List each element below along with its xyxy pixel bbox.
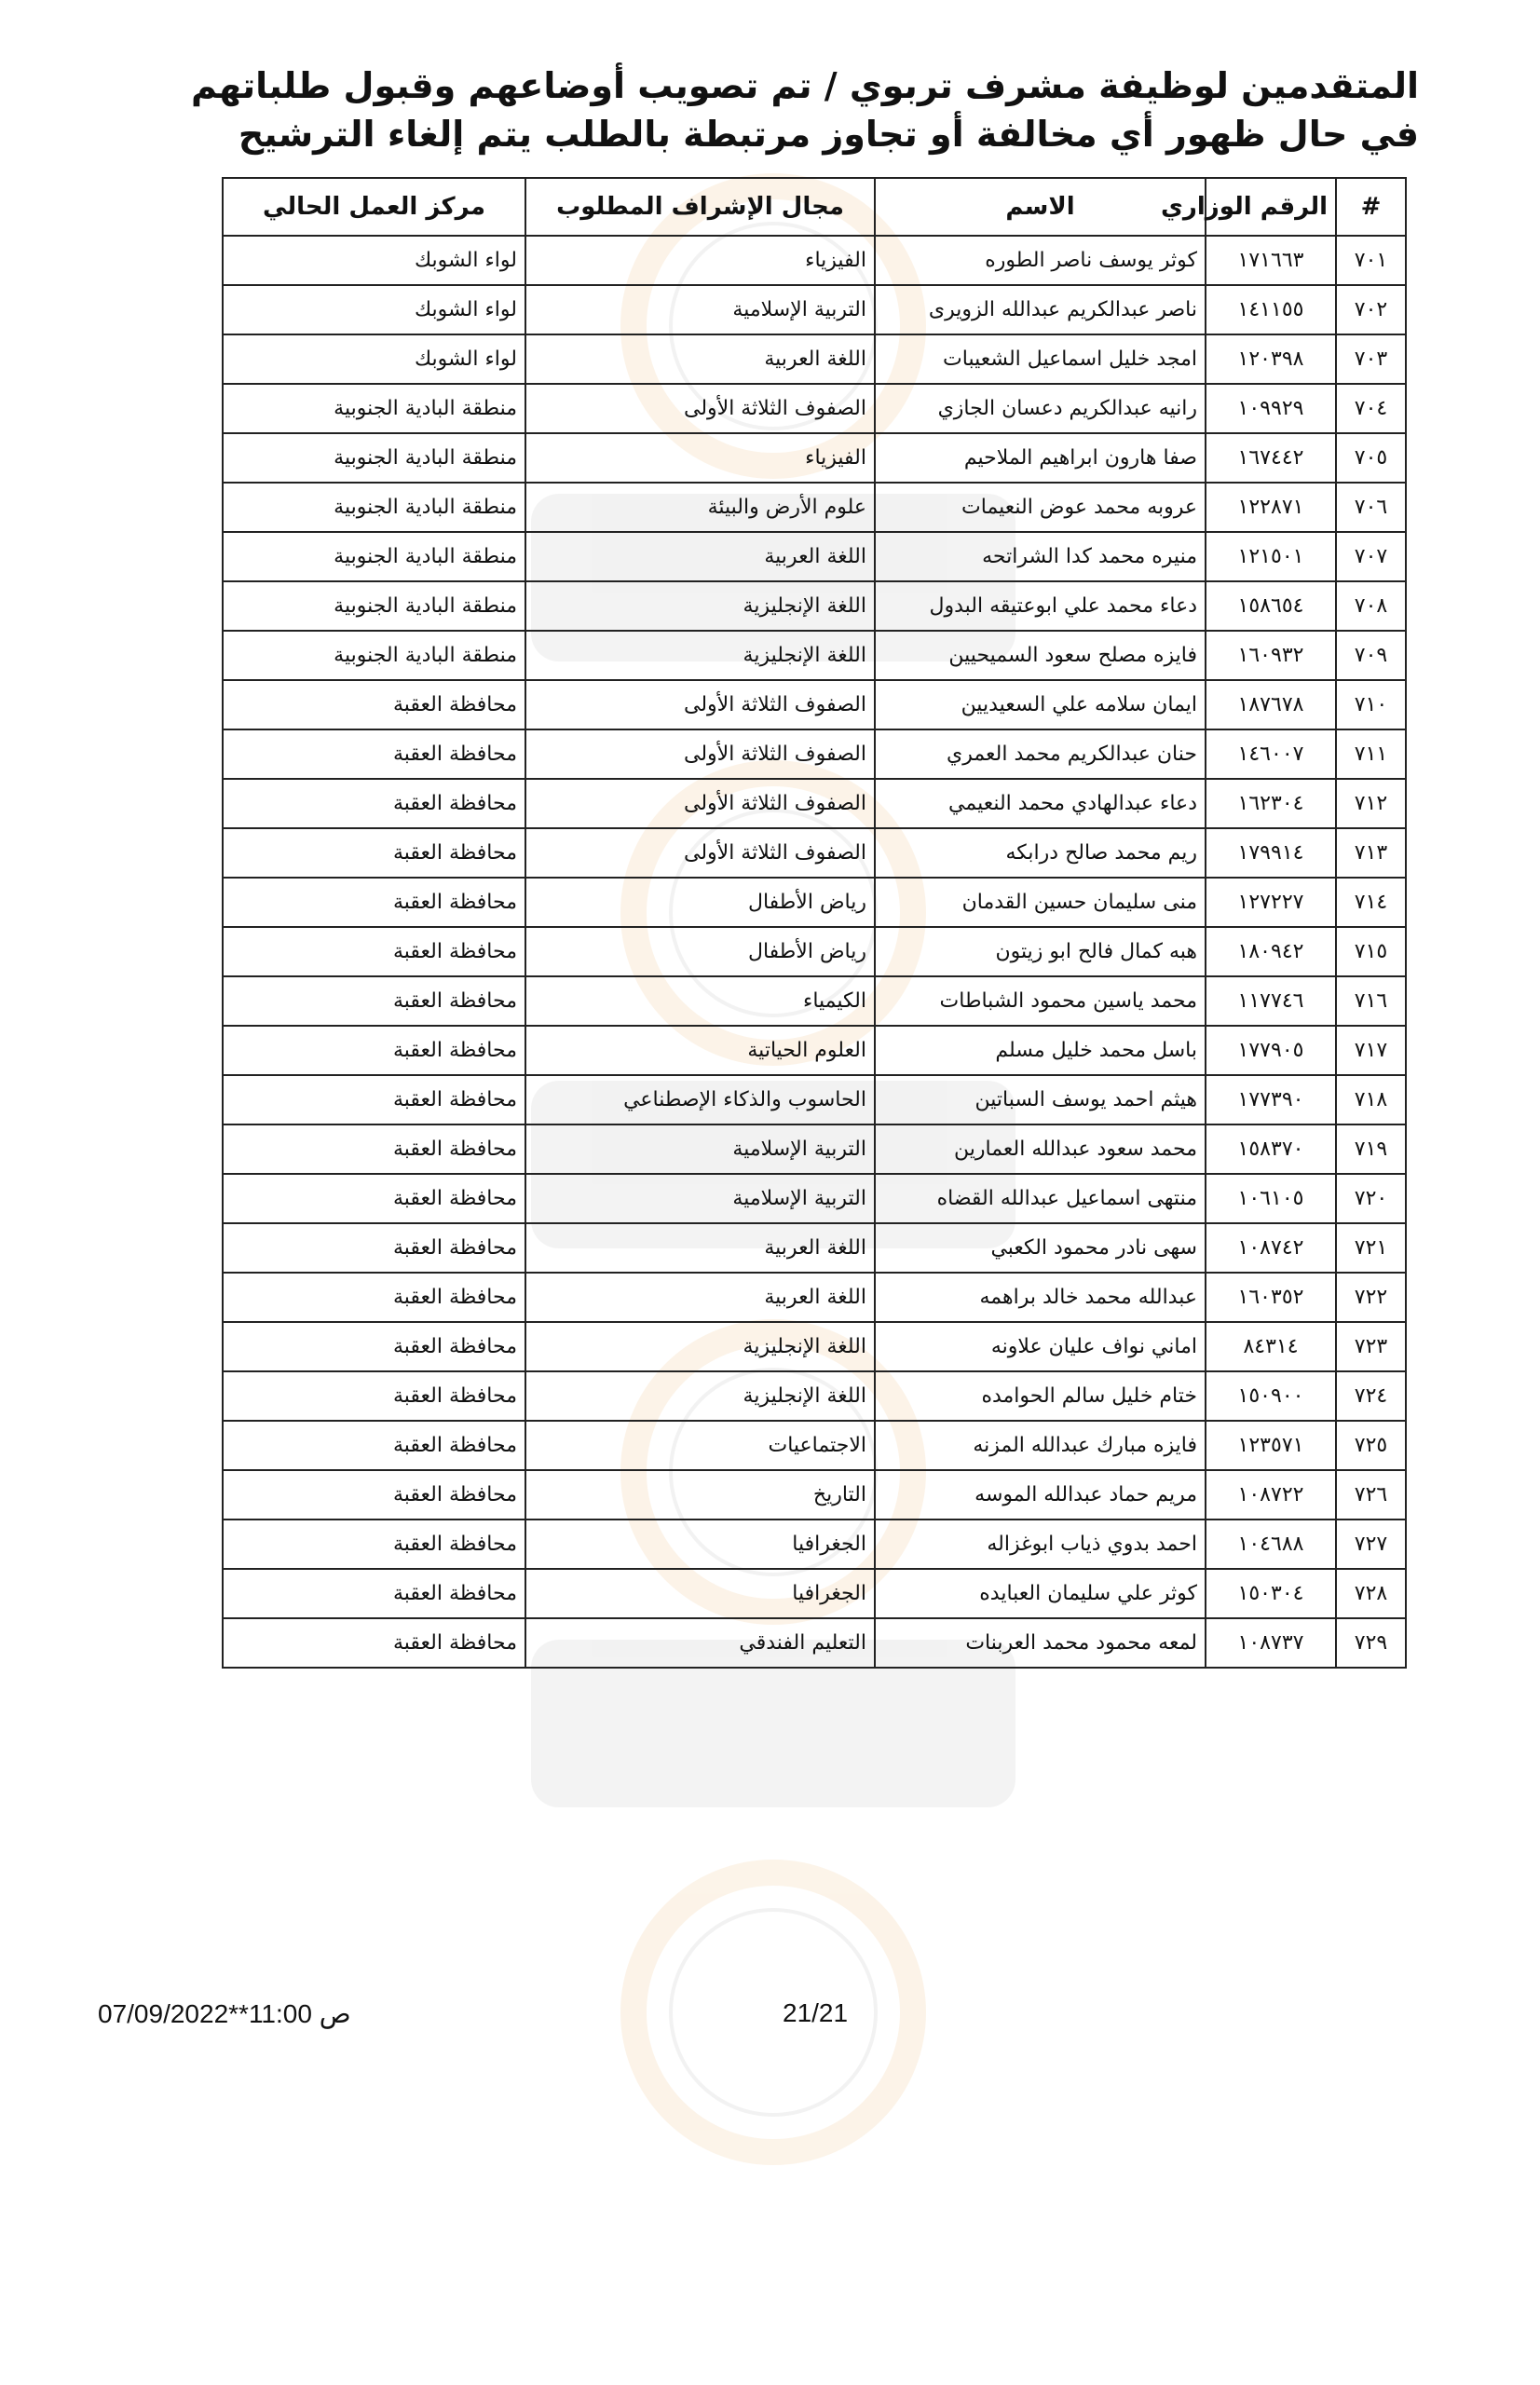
cell-workplace: محافظة العقبة [223,1569,525,1618]
cell-field: علوم الأرض والبيئة [525,483,875,532]
cell-index: ٧٢٠ [1336,1174,1406,1223]
table-row [223,976,1406,1026]
cell-index: ٧٢٧ [1336,1520,1406,1569]
cell-workplace: منطقة البادية الجنوبية [223,581,525,631]
cell-name: فايزه مبارك عبدالله المزنه [875,1421,1206,1470]
cell-name: احمد بدوي ذياب ابوغزاله [875,1520,1206,1569]
cell-name: حنان عبدالكريم محمد العمري [875,729,1206,779]
cell-ministry-number: ١٠٩٩٢٩ [1206,384,1336,433]
cell-index: ٧٢٣ [1336,1322,1406,1371]
cell-field: الكيمياء [525,976,875,1026]
watermark-logo [447,1826,1099,2385]
cell-workplace: محافظة العقبة [223,729,525,779]
table-body [223,236,1406,1668]
cell-workplace: محافظة العقبة [223,680,525,729]
cell-name: ايمان سلامه علي السعيديين [875,680,1206,729]
title-line-1: المتقدمين لوظيفة مشرف تربوي / تم تصويب أوضاعهم وقبول طلباتهم [191,65,1419,106]
cell-field: الفيزياء [525,433,875,483]
cell-field: الجغرافيا [525,1569,875,1618]
table-row [223,1124,1406,1174]
cell-workplace: محافظة العقبة [223,779,525,828]
table-row [223,828,1406,878]
table-row [223,1421,1406,1470]
table-row [223,532,1406,581]
table-row [223,1075,1406,1124]
cell-workplace: محافظة العقبة [223,1322,525,1371]
cell-index: ٧٢٨ [1336,1569,1406,1618]
table-row [223,1174,1406,1223]
cell-field: الصفوف الثلاثة الأولى [525,384,875,433]
cell-ministry-number: ١٤٦٠٠٧ [1206,729,1336,779]
cell-ministry-number: ١٥٠٩٠٠ [1206,1371,1336,1421]
cell-ministry-number: ١٥٨٣٧٠ [1206,1124,1336,1174]
cell-workplace: محافظة العقبة [223,1223,525,1273]
cell-field: الجغرافيا [525,1520,875,1569]
cell-index: ٧١٧ [1336,1026,1406,1075]
cell-index: ٧١١ [1336,729,1406,779]
cell-name: محمد ياسين محمود الشباطات [875,976,1206,1026]
cell-index: ٧٠٤ [1336,384,1406,433]
cell-workplace: محافظة العقبة [223,1520,525,1569]
cell-name: رانيه عبدالكريم دعسان الجازي [875,384,1206,433]
cell-ministry-number: ١٢٢٨٧١ [1206,483,1336,532]
cell-field: اللغة الإنجليزية [525,1371,875,1421]
table-row [223,581,1406,631]
cell-field: التربية الإسلامية [525,285,875,334]
cell-name: ناصر عبدالكريم عبدالله الزويرى [875,285,1206,334]
cell-name: كوثر علي سليمان العبايده [875,1569,1206,1618]
cell-name: منيره محمد كدا الشراتحه [875,532,1206,581]
cell-index: ٧٢٢ [1336,1273,1406,1322]
cell-field: اللغة الإنجليزية [525,1322,875,1371]
table-header-row [223,178,1406,236]
table-row [223,1026,1406,1075]
cell-ministry-number: ١٤١١٥٥ [1206,285,1336,334]
cell-ministry-number: ١٥٠٣٠٤ [1206,1569,1336,1618]
header-field: مجال الإشراف المطلوب [525,178,875,236]
footer-date: ص 11:00**07/09/2022 [98,1999,351,2028]
table-row [223,433,1406,483]
cell-ministry-number: ١٦٧٤٤٢ [1206,433,1336,483]
cell-ministry-number: ١٦٠٩٣٢ [1206,631,1336,680]
cell-name: لمعه محمود محمد العربنات [875,1618,1206,1668]
cell-index: ٧٢١ [1336,1223,1406,1273]
page-number: 21/21 [783,1998,849,2027]
table-row [223,1520,1406,1569]
table-row [223,779,1406,828]
cell-ministry-number: ١٢٧٢٢٧ [1206,878,1336,927]
table-row [223,1322,1406,1371]
cell-ministry-number: ١٠٨٧٢٢ [1206,1470,1336,1520]
table-row [223,1223,1406,1273]
table-row [223,1618,1406,1668]
cell-name: ختام خليل سالم الحوامده [875,1371,1206,1421]
cell-index: ٧٠١ [1336,236,1406,285]
cell-field: الصفوف الثلاثة الأولى [525,828,875,878]
table-row [223,729,1406,779]
table-row [223,927,1406,976]
cell-name: هيثم احمد يوسف السباتين [875,1075,1206,1124]
cell-field: الاجتماعيات [525,1421,875,1470]
cell-field: التاريخ [525,1470,875,1520]
cell-name: اماني نواف عليان علاونه [875,1322,1206,1371]
cell-workplace: محافظة العقبة [223,1421,525,1470]
cell-ministry-number: ١٦٠٣٥٢ [1206,1273,1336,1322]
cell-index: ٧٢٦ [1336,1470,1406,1520]
cell-name: صفا هارون ابراهيم الملاحيم [875,433,1206,483]
cell-field: الصفوف الثلاثة الأولى [525,779,875,828]
cell-index: ٧٠٨ [1336,581,1406,631]
cell-ministry-number: ١٠٨٧٤٢ [1206,1223,1336,1273]
cell-index: ٧١٠ [1336,680,1406,729]
cell-index: ٧٠٥ [1336,433,1406,483]
cell-workplace: محافظة العقبة [223,1174,525,1223]
cell-workplace: محافظة العقبة [223,1371,525,1421]
header-workplace: مركز العمل الحالي [223,178,525,236]
cell-ministry-number: ١٦٢٣٠٤ [1206,779,1336,828]
cell-index: ٧٠٩ [1336,631,1406,680]
cell-field: اللغة الإنجليزية [525,631,875,680]
cell-ministry-number: ١٧٩٩١٤ [1206,828,1336,878]
cell-name: ريم محمد صالح درابكه [875,828,1206,878]
table-row [223,384,1406,433]
cell-name: عبدالله محمد خالد براهمه [875,1273,1206,1322]
cell-name: محمد سعود عبدالله العمارين [875,1124,1206,1174]
cell-index: ٧١٨ [1336,1075,1406,1124]
cell-workplace: لواء الشوبك [223,285,525,334]
cell-field: رياض الأطفال [525,927,875,976]
cell-index: ٧٢٤ [1336,1371,1406,1421]
table-row [223,1470,1406,1520]
cell-field: الفيزياء [525,236,875,285]
cell-ministry-number: ١٢١٥٠١ [1206,532,1336,581]
cell-index: ٧١٢ [1336,779,1406,828]
cell-workplace: محافظة العقبة [223,1618,525,1668]
candidates-table [222,177,1407,1669]
table-row [223,631,1406,680]
cell-name: مريم حماد عبدالله الموسه [875,1470,1206,1520]
table-row [223,483,1406,532]
cell-index: ٧٠٣ [1336,334,1406,384]
cell-workplace: لواء الشوبك [223,334,525,384]
table-row [223,1569,1406,1618]
cell-name: هبه كمال فالح ابو زيتون [875,927,1206,976]
cell-workplace: منطقة البادية الجنوبية [223,433,525,483]
cell-name: دعاء عبدالهادي محمد النعيمي [875,779,1206,828]
cell-name: دعاء محمد علي ابوعتيقه البدول [875,581,1206,631]
cell-workplace: محافظة العقبة [223,927,525,976]
cell-name: منتهى اسماعيل عبدالله القضاه [875,1174,1206,1223]
cell-ministry-number: ١٠٤٦٨٨ [1206,1520,1336,1569]
title-line-2: في حال ظهور أي مخالفة أو تجاوز مرتبطة بالطلب يتم إلغاء الترشيح [238,114,1419,155]
cell-index: ٧٠٧ [1336,532,1406,581]
cell-ministry-number: ١٨٧٦٧٨ [1206,680,1336,729]
cell-workplace: منطقة البادية الجنوبية [223,532,525,581]
cell-workplace: منطقة البادية الجنوبية [223,483,525,532]
cell-field: اللغة العربية [525,1223,875,1273]
cell-ministry-number: ١١٧٧٤٦ [1206,976,1336,1026]
cell-field: رياض الأطفال [525,878,875,927]
cell-ministry-number: ١٢٣٥٧١ [1206,1421,1336,1470]
header-ministry-number: الرقم الوزاري [1206,178,1336,236]
cell-name: عروبه محمد عوض النعيمات [875,483,1206,532]
table-row [223,1371,1406,1421]
cell-field: التعليم الفندقي [525,1618,875,1668]
cell-index: ٧١٩ [1336,1124,1406,1174]
cell-workplace: منطقة البادية الجنوبية [223,384,525,433]
cell-workplace: محافظة العقبة [223,1075,525,1124]
table-row [223,285,1406,334]
cell-ministry-number: ١٨٠٩٤٢ [1206,927,1336,976]
cell-index: ٧٠٦ [1336,483,1406,532]
cell-index: ٧٢٩ [1336,1618,1406,1668]
cell-workplace: محافظة العقبة [223,976,525,1026]
cell-ministry-number: ١٠٦١٠٥ [1206,1174,1336,1223]
cell-name: فايزه مصلح سعود السميحيين [875,631,1206,680]
cell-index: ٧١٣ [1336,828,1406,878]
table-row [223,236,1406,285]
cell-ministry-number: ١٠٨٧٣٧ [1206,1618,1336,1668]
cell-workplace: لواء الشوبك [223,236,525,285]
table-row [223,1273,1406,1322]
cell-workplace: محافظة العقبة [223,1026,525,1075]
cell-workplace: محافظة العقبة [223,1273,525,1322]
cell-workplace: منطقة البادية الجنوبية [223,631,525,680]
cell-name: منى سليمان حسين القدمان [875,878,1206,927]
cell-workplace: محافظة العقبة [223,1470,525,1520]
cell-field: اللغة العربية [525,532,875,581]
cell-ministry-number: ١٧٧٩٠٥ [1206,1026,1336,1075]
cell-ministry-number: ١٧٧٣٩٠ [1206,1075,1336,1124]
cell-index: ٧٠٢ [1336,285,1406,334]
cell-field: اللغة العربية [525,1273,875,1322]
cell-name: باسل محمد خليل مسلم [875,1026,1206,1075]
cell-field: اللغة العربية [525,334,875,384]
cell-index: ٧١٦ [1336,976,1406,1026]
cell-field: التربية الإسلامية [525,1174,875,1223]
cell-name: سهى نادر محمود الكعبي [875,1223,1206,1273]
cell-ministry-number: ١٢٠٣٩٨ [1206,334,1336,384]
cell-field: العلوم الحياتية [525,1026,875,1075]
cell-field: التربية الإسلامية [525,1124,875,1174]
cell-ministry-number: ٨٤٣١٤ [1206,1322,1336,1371]
cell-name: كوثر يوسف ناصر الطوره [875,236,1206,285]
cell-name: امجد خليل اسماعيل الشعيبات [875,334,1206,384]
cell-field: الحاسوب والذكاء الإصطناعي [525,1075,875,1124]
cell-workplace: محافظة العقبة [223,878,525,927]
table-row [223,680,1406,729]
cell-field: الصفوف الثلاثة الأولى [525,680,875,729]
cell-workplace: محافظة العقبة [223,828,525,878]
table-row [223,878,1406,927]
cell-index: ٧١٤ [1336,878,1406,927]
cell-workplace: محافظة العقبة [223,1124,525,1174]
cell-index: ٧١٥ [1336,927,1406,976]
header-index: # [1336,178,1406,236]
header-name: الاسم [875,178,1206,236]
cell-ministry-number: ١٧١٦٦٣ [1206,236,1336,285]
cell-index: ٧٢٥ [1336,1421,1406,1470]
table-row [223,334,1406,384]
cell-field: اللغة الإنجليزية [525,581,875,631]
cell-field: الصفوف الثلاثة الأولى [525,729,875,779]
cell-ministry-number: ١٥٨٦٥٤ [1206,581,1336,631]
